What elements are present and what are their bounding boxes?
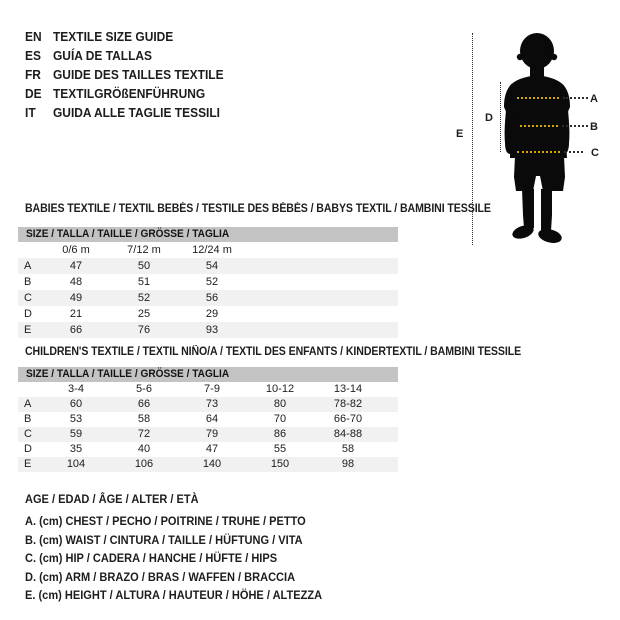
column-header: 5-6: [136, 383, 152, 395]
size-header-bar: [18, 367, 398, 382]
table-cell: 54: [205, 260, 219, 272]
language-list: [25, 27, 238, 122]
column-header: 12/24 m: [192, 244, 232, 256]
language-code: [25, 27, 53, 46]
table-cell: 150: [270, 458, 290, 470]
row-label: D: [24, 308, 32, 320]
language-code: [25, 65, 53, 84]
marker-e: E: [456, 128, 464, 140]
language-code: [25, 103, 53, 122]
table-cell: 40: [137, 443, 151, 455]
table-cell: 80: [273, 398, 287, 410]
table-cell: 49: [69, 292, 83, 304]
marker-c: C: [591, 147, 599, 159]
table-cell: 21: [69, 308, 83, 320]
column-header: 13-14: [333, 383, 363, 395]
row-label: D: [24, 443, 32, 455]
table-cell: 58: [341, 443, 355, 455]
table-cell: 59: [69, 428, 83, 440]
size-header-text: SIZE / TALLA / TAILLE / GRÖSSE / TAGLIA: [26, 368, 230, 380]
table-row: [18, 258, 398, 274]
legend-item-text: A. (cm) CHEST / PECHO / POITRINE / TRUHE / PETTO: [25, 514, 306, 528]
column-header: 7-9: [204, 383, 220, 395]
table-row: [18, 397, 398, 412]
table-cell: 47: [69, 260, 83, 272]
column-header: 0/6 m: [62, 244, 90, 256]
language-code-text: ES: [25, 48, 41, 63]
arm-measure-line: [500, 82, 501, 152]
table-cell: 66: [69, 324, 83, 336]
row-label: E: [24, 324, 32, 336]
table-cell: 56: [205, 292, 219, 304]
column-header: 7/12 m: [127, 244, 161, 256]
table-cell: 70: [273, 413, 287, 425]
language-row: [25, 46, 238, 65]
legend-item-text: C. (cm) HIP / CADERA / HANCHE / HÜFTE / HIPS: [25, 551, 278, 565]
table-cell: 25: [137, 308, 151, 320]
legend-item: [25, 549, 348, 568]
row-label: A: [24, 398, 32, 410]
language-row: [25, 103, 238, 122]
language-row: [25, 84, 238, 103]
language-row: [25, 27, 238, 46]
language-label: GUIDA ALLE TAGLIE TESSILI: [53, 105, 221, 120]
table-cell: 52: [205, 276, 219, 288]
legend-item: [25, 531, 348, 550]
language-code-text: FR: [25, 67, 41, 82]
legend-item: [25, 568, 348, 587]
children-size-table: [18, 367, 398, 472]
column-header-row: [18, 382, 398, 397]
table-row: [18, 412, 398, 427]
table-cell: 51: [137, 276, 151, 288]
row-label: A: [24, 260, 32, 272]
language-code: [25, 84, 53, 103]
table-cell: 47: [205, 443, 219, 455]
waist-measure-line-body: [520, 125, 558, 127]
legend-item-text: E. (cm) HEIGHT / ALTURA / HAUTEUR / HÖHE / ALTEZZA: [25, 588, 323, 602]
table-cell: 104: [66, 458, 86, 470]
table-cell: 60: [69, 398, 83, 410]
table-cell: 29: [205, 308, 219, 320]
table-cell: 72: [137, 428, 151, 440]
language-label: TEXTILE SIZE GUIDE: [53, 29, 174, 44]
children-section-heading-text: CHILDREN'S TEXTILE / TEXTIL NIÑO/A / TEXTIL DES ENFANTS / KINDERTEXTIL / BAMBINI TESSILE: [25, 346, 522, 358]
table-row: [18, 457, 398, 472]
row-label: E: [24, 458, 32, 470]
legend-item-text: B. (cm) WAIST / CINTURA / TAILLE / HÜFTUNG / VITA: [25, 532, 303, 547]
size-header-bar: [18, 227, 398, 242]
language-row: [25, 65, 238, 84]
row-label: B: [24, 276, 32, 288]
table-row: [18, 442, 398, 457]
measurement-legend: [25, 490, 348, 605]
row-label: B: [24, 413, 32, 425]
babies-section-heading-text: BABIES TEXTILE / TEXTIL BEBÉS / TESTILE DES BÉBÉS / BABYS TEXTIL / BAMBINI TESSILE: [25, 203, 491, 215]
table-row: [18, 306, 398, 322]
table-cell: 106: [134, 458, 154, 470]
table-cell: 58: [137, 413, 151, 425]
row-label: C: [24, 292, 32, 304]
column-header: 3-4: [68, 383, 84, 395]
table-row: [18, 322, 398, 338]
table-cell: 79: [205, 428, 219, 440]
table-cell: 140: [202, 458, 222, 470]
table-cell: 55: [273, 443, 287, 455]
children-section-heading: [25, 346, 564, 358]
marker-b: B: [590, 121, 598, 133]
table-cell: 78-82: [333, 398, 363, 410]
table-cell: 76: [137, 324, 151, 336]
hip-measure-line-body: [517, 151, 560, 153]
table-cell: 98: [341, 458, 355, 470]
table-cell: 48: [69, 276, 83, 288]
marker-d: D: [485, 112, 493, 124]
child-silhouette-icon: [495, 25, 595, 250]
table-cell: 64: [205, 413, 219, 425]
hip-measure-line-lead: [564, 151, 583, 153]
table-cell: 73: [205, 398, 219, 410]
legend-item: [25, 586, 348, 605]
column-header: 10-12: [265, 383, 295, 395]
table-cell: 93: [205, 324, 219, 336]
babies-section-heading: [25, 203, 531, 215]
table-row: [18, 427, 398, 442]
legend-age-line: [25, 490, 348, 509]
language-code-text: DE: [25, 86, 42, 101]
chest-measure-line-lead: [563, 97, 588, 99]
babies-size-table: [18, 227, 398, 338]
size-header-text: SIZE / TALLA / TAILLE / GRÖSSE / TAGLIA: [26, 228, 230, 240]
table-row: [18, 290, 398, 306]
table-row: [18, 274, 398, 290]
table-cell: 66: [137, 398, 151, 410]
column-header-row: [18, 242, 398, 258]
waist-measure-line-lead: [562, 125, 588, 127]
table-cell: 53: [69, 413, 83, 425]
legend-item: [25, 512, 348, 531]
language-code-text: IT: [25, 105, 36, 120]
marker-a: A: [590, 93, 598, 105]
table-cell: 52: [137, 292, 151, 304]
language-label: GUÍA DE TALLAS: [53, 48, 153, 63]
legend-item-text: D. (cm) ARM / BRAZO / BRAS / WAFFEN / BRACCIA: [25, 569, 296, 584]
legend-age-text: AGE / EDAD / ÂGE / ALTER / ETÀ: [25, 492, 199, 506]
table-cell: 84-88: [333, 428, 363, 440]
language-code-text: EN: [25, 29, 42, 44]
chest-measure-line-body: [517, 97, 559, 99]
language-label: TEXTILGRÖßENFÜHRUNG: [53, 86, 206, 101]
language-code: [25, 46, 53, 65]
row-label: C: [24, 428, 32, 440]
table-cell: 86: [273, 428, 287, 440]
table-cell: 66-70: [333, 413, 363, 425]
language-label: GUIDE DES TAILLES TEXTILE: [53, 67, 224, 82]
table-cell: 35: [69, 443, 83, 455]
table-cell: 50: [137, 260, 151, 272]
